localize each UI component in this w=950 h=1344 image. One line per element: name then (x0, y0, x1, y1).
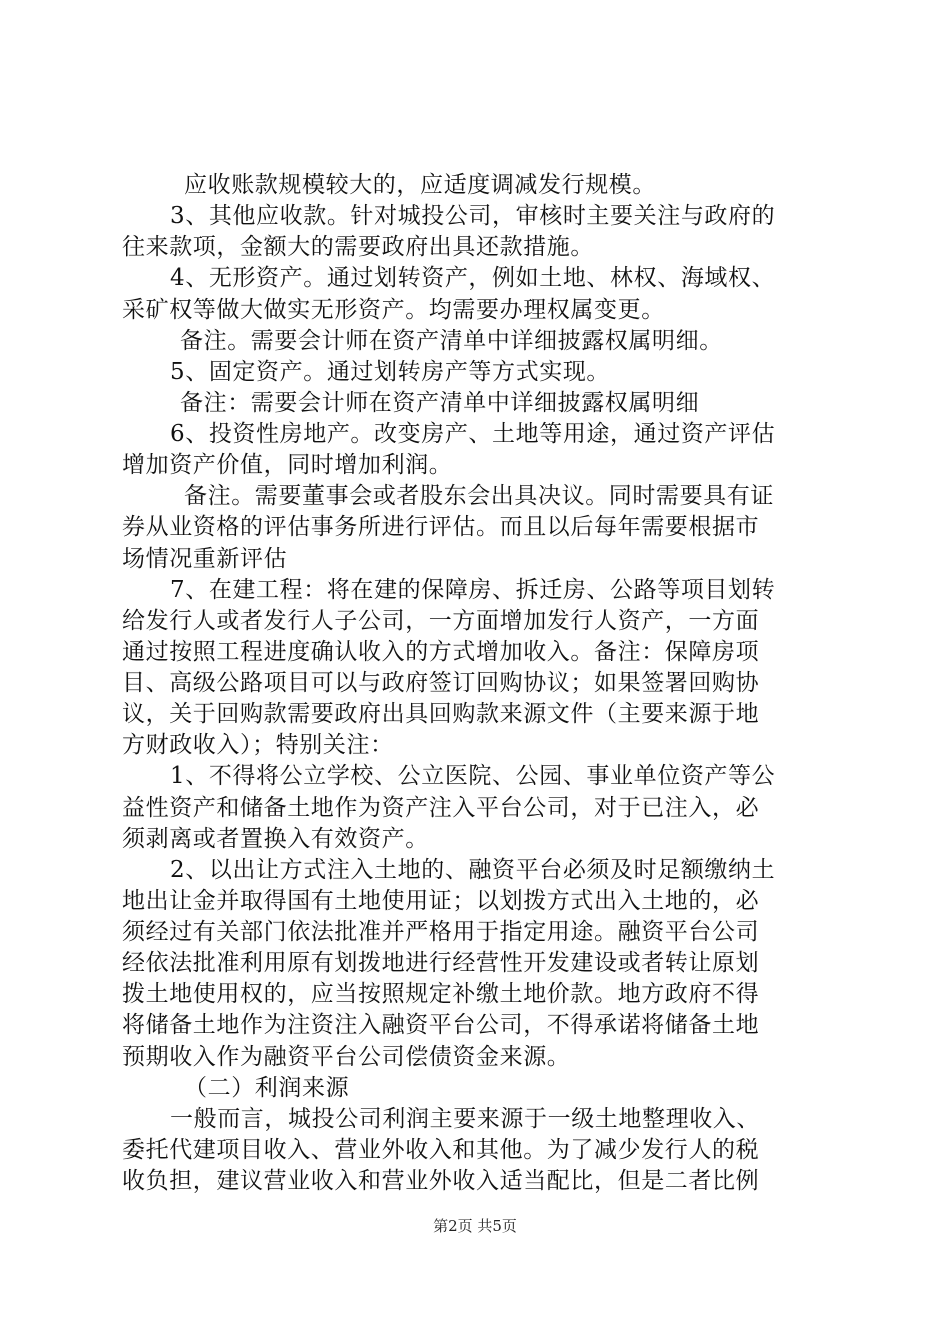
text-line: 拨土地使用权的，应当按照规定补缴土地价款。地方政府不得 (122, 981, 760, 1007)
text-line: 3、其他应收款。针对城投公司，审核时主要关注与政府的 (170, 203, 776, 229)
text-line: 采矿权等做大做实无形资产。均需要办理权属变更。 (122, 297, 665, 323)
text-line: 地出让金并取得国有土地使用证；以划拨方式出入土地的，必 (122, 888, 760, 914)
text-line: 1、不得将公立学校、公立医院、公园、事业单位资产等公 (170, 763, 776, 789)
text-line: 2、以出让方式注入土地的、融资平台必须及时足额缴纳土 (170, 857, 776, 883)
text-line: 应收账款规模较大的，应适度调减发行规模。 (184, 172, 656, 198)
text-line: 6、投资性房地产。改变房产、土地等用途，通过资产评估 (170, 421, 776, 447)
page-footer: 第2页 共5页 (433, 1217, 517, 1235)
text-line: 预期收入作为融资平台公司偿债资金来源。 (122, 1044, 571, 1070)
text-line: 方财政收入）；特别关注： (122, 732, 394, 758)
text-line: 增加资产价值，同时增加利润。 (122, 452, 453, 478)
text-line: 将储备土地作为注资注入融资平台公司，不得承诺将储备土地 (122, 1012, 760, 1038)
text-line: （二）利润来源 (184, 1075, 350, 1101)
text-line: 通过按照工程进度确认收入的方式增加收入。备注：保障房项 (122, 639, 760, 665)
text-line: 4、无形资产。通过划转资产，例如土地、林权、海域权、 (170, 265, 776, 291)
text-line: 须经过有关部门依法批准并严格用于指定用途。融资平台公司 (122, 919, 760, 945)
text-line: 备注：需要会计师在资产清单中详细披露权属明细 (180, 390, 700, 416)
text-line: 券从业资格的评估事务所进行评估。而且以后每年需要根据市 (122, 514, 760, 540)
text-line: 备注。需要会计师在资产清单中详细披露权属明细。 (180, 328, 723, 354)
text-line: 收负担，建议营业收入和营业外收入适当配比，但是二者比例 (122, 1168, 760, 1194)
text-line: 经依法批准利用原有划拨地进行经营性开发建设或者转让原划 (122, 950, 760, 976)
text-line: 场情况重新评估 (122, 546, 288, 572)
text-line: 须剥离或者置换入有效资产。 (122, 826, 429, 852)
text-line: 一般而言，城投公司利润主要来源于一级土地整理收入、 (170, 1106, 760, 1132)
text-line: 往来款项，金额大的需要政府出具还款措施。 (122, 234, 594, 260)
text-line: 5、固定资产。通过划转房产等方式实现。 (170, 359, 611, 385)
text-line: 目、高级公路项目可以与政府签订回购协议；如果签署回购协 (122, 670, 760, 696)
text-line: 备注。需要董事会或者股东会出具决议。同时需要具有证 (184, 483, 774, 509)
text-line: 委托代建项目收入、营业外收入和其他。为了减少发行人的税 (122, 1137, 760, 1163)
text-line: 议，关于回购款需要政府出具回购款来源文件（主要来源于地 (122, 701, 760, 727)
text-line: 益性资产和储备土地作为资产注入平台公司，对于已注入，必 (122, 795, 760, 821)
text-line: 7、在建工程：将在建的保障房、拆迁房、公路等项目划转 (170, 577, 776, 603)
text-line: 给发行人或者发行人子公司，一方面增加发行人资产，一方面 (122, 608, 760, 634)
